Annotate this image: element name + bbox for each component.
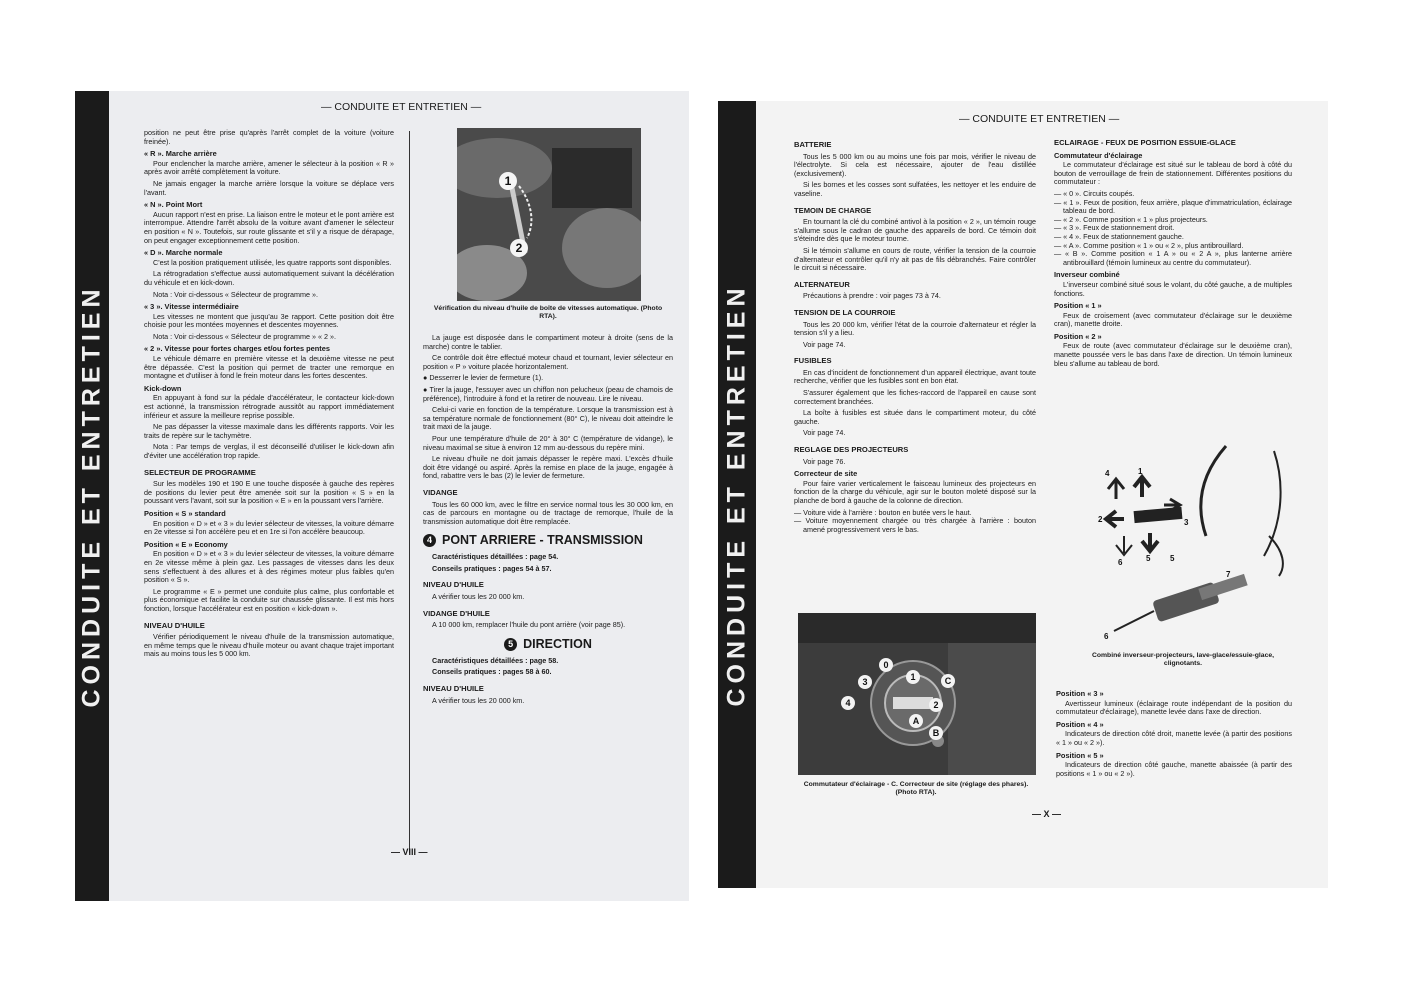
- section-heading: Commutateur d'éclairage: [1054, 150, 1143, 160]
- section-heading: Position « E » Economy: [144, 539, 228, 549]
- section-heading: VIDANGE: [423, 487, 458, 497]
- paragraph: Feux de route (avec commutateur d'éclairage sur le deuxième cran), manette poussée vers le bas dans l'axe de direction. Un témoin lumineux bleu s'allume au tableau de bord.: [1054, 341, 1292, 368]
- paragraph: Pour une température d'huile de 20° à 30° C (température de vidange), le niveau maximal se situe à environ 12 mm au-dessous du repère mini.: [423, 433, 673, 452]
- paragraph: position ne peut être prise qu'après l'arrêt complet de la voiture (voiture freinée).: [144, 128, 394, 146]
- paragraph: Aucun rapport n'est en prise. La liaison entre le moteur et le pont arrière est interrompue. Attendre l'arrêt absolu de la voiture avant d'amener le sélecteur en position « N ». Toutefois, sur route glissante et s'il y a risque de dérapage, on peut engager exceptionnement cette position.: [144, 209, 394, 245]
- chapter-number: 4: [423, 534, 436, 547]
- paragraph: Pour faire varier verticalement le faisceau lumineux des projecteurs en fonction de la charge du véhicule, agir sur le bouton moleté disposé sur la planche de bord à gauche de la colonne de direction.: [794, 478, 1036, 505]
- page-number: — X —: [1032, 809, 1062, 819]
- paragraph: Conseils pratiques : pages 58 à 60.: [432, 667, 552, 677]
- paragraph: Ce contrôle doit être effectué moteur chaud et tournant, levier sélecteur en position « P » voiture placée horizontalement.: [423, 353, 673, 371]
- paragraph: La rétrogradation s'effectue aussi automatiquement suivant la décélération du véhicule et en kick-down.: [144, 269, 394, 287]
- paragraph: L'inverseur combiné situé sous le volant, du côté gauche, a de multiples fonctions.: [1054, 279, 1292, 298]
- paragraph: Tous les 60 000 km, avec le filtre en service normal tous les 30 000 km, en cas de parcours en montagne ou de tractage de remorque, l'huile de la transmission automatique doit être remplacée.: [423, 499, 673, 526]
- section-heading: REGLAGE DES PROJECTEURS: [794, 445, 909, 455]
- right-page: [718, 101, 1328, 888]
- paragraph: En appuyant à fond sur la pédale d'accélérateur, le contacteur kick-down est actionné, la transmission rétrograde aussitôt au rapport immédiatement inférieur et assure la meilleure reprise possible.: [144, 393, 394, 420]
- paragraph: Voir page 74.: [803, 339, 846, 349]
- paragraph: Nota : Voir ci-dessous « Sélecteur de programme ».: [153, 289, 318, 299]
- callout-label: 4: [845, 698, 851, 708]
- section-heading: SELECTEUR DE PROGRAMME: [144, 467, 256, 477]
- paragraph: C'est la position pratiquement utilisée, les quatre rapports sont disponibles.: [153, 257, 392, 267]
- left-page: [75, 91, 689, 901]
- combination-switch-diagram: [1094, 441, 1294, 645]
- right-column-2: [1054, 139, 1292, 371]
- section-heading: NIVEAU D'HUILE: [423, 580, 484, 590]
- list-item: — Voiture vide à l'arrière : bouton en butée vers le haut.: [794, 507, 972, 517]
- paragraph: Avertisseur lumineux (éclairage route indépendant de la position du commutateur d'éclairage), manette levée dans l'axe de direction.: [1056, 698, 1292, 717]
- left-column-1: [144, 129, 394, 662]
- paragraph: En position « D » et « 3 » du levier sélecteur de vitesses, la voiture démarre en 2e vitesse si l'on accélère peu et en 1re si l'on accélère beaucoup.: [144, 518, 394, 537]
- paragraph: Indicateurs de direction côté droit, manette levée (à partir des positions « 1 » ou « 2 »).: [1056, 729, 1292, 747]
- paragraph: Caractéristiques détaillées : page 58.: [432, 655, 559, 665]
- paragraph: La jauge est disposée dans le compartiment moteur à droite (sens de la marche) contre le tablier.: [423, 333, 673, 351]
- paragraph: Si les bornes et les cosses sont sulfatées, les nettoyer et les enduire de vaseline.: [794, 180, 1036, 198]
- callout-label: 3: [862, 677, 868, 687]
- section-heading: « R ». Marche arrière: [144, 149, 217, 159]
- paragraph: En position « D » et « 3 » du levier sélecteur de vitesses, la voiture démarre en 2e vitesse même à plein gaz. Les passages de vitesses dans les deux sens s'effectuent à des allures et à des régimes moteur plus faibles qu'en position « S ».: [144, 549, 394, 585]
- paragraph: Voir page 76.: [803, 456, 846, 466]
- list-item: — « B ». Comme position « 1 A » ou « 2 A », plus lanterne arrière antibrouillard (témoin lumineux au centre du commutateur).: [1054, 249, 1292, 267]
- section-heading: Correcteur de site: [794, 469, 858, 479]
- paragraph: Caractéristiques détaillées : page 54.: [432, 552, 559, 562]
- section-heading: Position « 5 »: [1056, 750, 1104, 760]
- photo-caption: Commutateur d'éclairage - C. Correcteur de site (réglage des phares). (Photo RTA).: [803, 781, 1029, 796]
- paragraph: A 10 000 km, remplacer l'huile du pont arrière (voir page 85).: [432, 620, 626, 630]
- list: [1054, 190, 1292, 267]
- paragraph: Le véhicule démarre en première vitesse et la deuxième vitesse ne peut être dépassée. C'est la position qui permet de tracter une remorque en montagne et d'utiliser à fond le frein moteur dans les fortes descentes.: [144, 354, 394, 381]
- photo-caption: Vérification du niveau d'huile de boîte de vitesses automatique. (Photo RTA).: [433, 305, 663, 320]
- right-spine: [718, 101, 756, 888]
- chapter-title: PONT ARRIERE - TRANSMISSION: [442, 533, 643, 548]
- paragraph: Indicateurs de direction côté gauche, manette abaissée (à partir des positions « 1 » ou « 2 »).: [1056, 760, 1292, 778]
- paragraph: A vérifier tous les 20 000 km.: [432, 592, 525, 602]
- paragraph: Précautions à prendre : voir pages 73 à 74.: [803, 291, 941, 301]
- section-heading: « N ». Point Mort: [144, 200, 203, 210]
- paragraph: Le niveau d'huile ne doit jamais dépasser le repère maxi. L'excès d'huile doit être vidangé ou aspiré. Après la remise en place de la jauge, engagée à fond, rabattre vers le bas (2) le levier de fermeture.: [423, 454, 673, 481]
- section-heading: BATTERIE: [794, 140, 832, 149]
- figure-label: 5: [1170, 554, 1175, 563]
- paragraph: Nota : Voir ci-dessous « Sélecteur de programme » « 2 ».: [153, 331, 336, 341]
- light-switch-photo: [798, 613, 1036, 775]
- section-heading: NIVEAU D'HUILE: [144, 620, 205, 630]
- section-heading: Position « 3 »: [1056, 689, 1104, 698]
- paragraph: Si le témoin s'allume en cours de route, vérifier la tension de la courroie d'alternateur et contrôler qu'il n'y ait pas de fils débranchés. Faire contrôler le circuit si nécessaire.: [794, 245, 1036, 273]
- callout-label: A: [912, 716, 920, 726]
- list-item: — « 4 ». Feux de stationnement gauche.: [1054, 231, 1184, 241]
- paragraph: Le commutateur d'éclairage est situé sur le tableau de bord à côté du bouton de verrouillage de frein de stationnement. Différentes positions du commutateur :: [1054, 160, 1292, 187]
- paragraph: Nota : Par temps de verglas, il est déconseillé d'utiliser le kick-down afin d'éviter une accélération trop rapide.: [144, 442, 394, 460]
- paragraph: La boîte à fusibles est située dans le compartiment moteur, du côté gauche.: [794, 408, 1036, 426]
- section-heading: « D ». Marche normale: [144, 248, 223, 258]
- spine-title: CONDUITE ET ENTRETIEN: [722, 282, 751, 707]
- figure-label: 2: [1098, 515, 1103, 524]
- spine-title: CONDUITE ET ENTRETIEN: [77, 284, 106, 708]
- figure-label: 1: [1138, 467, 1143, 476]
- right-column-1: [794, 141, 1036, 537]
- chapter-number: 5: [504, 638, 517, 651]
- paragraph: S'assurer également que les fiches-raccord de l'appareil en cause sont correctement branchées.: [794, 388, 1036, 406]
- section-heading: Position « S » standard: [144, 508, 226, 518]
- callout-label: B: [932, 728, 940, 738]
- bullet-item: ● Tirer la jauge, l'essuyer avec un chiffon non pelucheux (peau de chamois de préférence), l'introduire à fond et la retirer de nouveau. Lire le niveau.: [423, 384, 673, 403]
- list-item: — « 3 ». Feux de stationnement droit.: [1054, 223, 1175, 233]
- paragraph: Pour enclencher la marche arrière, amener le sélecteur à la position « R » après avoir arrêté complètement la voiture.: [144, 158, 394, 177]
- callout-label: 2: [933, 700, 939, 710]
- callout-label: C: [944, 676, 952, 686]
- callout-label: 0: [883, 660, 889, 670]
- chapter-heading: [423, 638, 673, 651]
- chapter-heading: [423, 534, 673, 547]
- list-item: — « 1 ». Feux de position, feux arrière, plaque d'immatriculation, éclairage tableau de bord.: [1054, 197, 1292, 216]
- paragraph: A vérifier tous les 20 000 km.: [432, 695, 525, 705]
- list-item: — « 2 ». Comme position « 1 » plus projecteurs.: [1054, 214, 1208, 224]
- list: [794, 509, 1036, 535]
- column-divider: [409, 131, 410, 853]
- figure-label: 3: [1184, 518, 1189, 527]
- paragraph: Tous les 5 000 km ou au moins une fois par mois, vérifier le niveau de l'électrolyte. Si cela est nécessaire, ajouter de l'eau distillée (exclusivement).: [794, 151, 1036, 178]
- callout-label: 1: [504, 174, 512, 188]
- chapter-title: DIRECTION: [523, 636, 592, 651]
- callout-label: 1: [910, 672, 916, 682]
- paragraph: Le programme « E » permet une conduite plus calme, plus confortable et plus économique et facilite la conduite sur chaussée glissante. Il est mis hors fonction, lorsque l'accélérateur est en position « kick-down ».: [144, 586, 394, 613]
- section-heading: Position « 4 »: [1056, 719, 1104, 729]
- figure-label: 7: [1226, 570, 1231, 579]
- paragraph: Vérifier périodiquement le niveau d'huile de la transmission automatique, en même temps que le niveau d'huile moteur ou avant chaque trajet important mais au moins tous les 5 000 km.: [144, 632, 394, 659]
- figure-label: 5: [1146, 554, 1151, 563]
- left-column-2: [423, 334, 673, 708]
- paragraph: Feux de croisement (avec commutateur d'éclairage sur le deuxième cran), manette droite.: [1054, 310, 1292, 329]
- section-heading: ECLAIRAGE - FEUX DE POSITION ESSUIE-GLACE: [1054, 138, 1236, 147]
- section-heading: TEMOIN DE CHARGE: [794, 205, 872, 215]
- paragraph: En tournant la clé du combiné antivol à la position « 2 », un témoin rouge s'allume sous le cadran de gauche des appareils de bord. Ce témoin doit s'éteindre dès que le moteur tourne.: [794, 217, 1036, 244]
- dipstick-photo: [457, 128, 641, 301]
- paragraph: Les vitesses ne montent que jusqu'au 3e rapport. Cette position doit être choisie pour les montées moyennes et descentes moyennes.: [144, 311, 394, 330]
- list-item: — « A ». Comme position « 1 » ou « 2 », plus antibrouillard.: [1054, 240, 1244, 250]
- section-heading: FUSIBLES: [794, 356, 832, 366]
- paragraph: En cas d'incident de fonctionnement d'un appareil électrique, avant toute recherche, vérifier que les fusibles sont en bon état.: [794, 367, 1036, 386]
- figure-caption: Combiné inverseur-projecteurs, lave-glace/essuie-glace, clignotants.: [1091, 652, 1275, 667]
- section-heading: NIVEAU D'HUILE: [423, 684, 484, 694]
- bullet-item: ● Desserrer le levier de fermeture (1).: [423, 373, 544, 383]
- paragraph: Ne pas dépasser la vitesse maximale dans les différents rapports. Voir les traits de repère sur le tachymètre.: [144, 422, 394, 440]
- list-item: — Voiture moyennement chargée ou très chargée à l'arrière : bouton amené progressivement vers le bas.: [794, 516, 1036, 534]
- section-heading: VIDANGE D'HUILE: [423, 608, 490, 618]
- paragraph: Celui-ci varie en fonction de la température. Lorsque la transmission est à sa température normale de fonctionnement (80° C), le niveau doit atteindre le trait maxi de la jauge.: [423, 405, 673, 432]
- running-head: — CONDUITE ET ENTRETIEN —: [959, 113, 1120, 125]
- list-item: — « 0 ». Circuits coupés.: [1054, 188, 1135, 198]
- section-heading: TENSION DE LA COURROIE: [794, 307, 896, 317]
- section-heading: Position « 1 »: [1054, 301, 1102, 311]
- figure-label: 4: [1105, 469, 1110, 478]
- left-spine: [75, 91, 109, 901]
- section-heading: « 2 ». Vitesse pour fortes charges et/ou fortes pentes: [144, 344, 330, 354]
- section-heading: Position « 2 »: [1054, 331, 1102, 341]
- paragraph: Tous les 20 000 km, vérifier l'état de la courroie d'alternateur et régler la tension s'il y a lieu.: [794, 319, 1036, 338]
- page-number: — VIII —: [391, 847, 428, 857]
- figure-label: 6: [1104, 632, 1109, 641]
- paragraph: Conseils pratiques : pages 54 à 57.: [432, 563, 552, 573]
- paragraph: Sur les modèles 190 et 190 E une touche disposée à gauche des repères de positions du levier peut être amenée soit sur la position « S » en la poussant vers l'avant, soit sur la position « E » en la poussant vers l'arrière.: [144, 479, 394, 506]
- callout-label: 2: [515, 241, 523, 255]
- paragraph: Voir page 74.: [803, 428, 846, 438]
- section-heading: Kick-down: [144, 383, 182, 393]
- section-heading: Inverseur combiné: [1054, 270, 1120, 280]
- section-heading: « 3 ». Vitesse intermédiaire: [144, 302, 239, 312]
- section-heading: ALTERNATEUR: [794, 279, 850, 289]
- running-head: — CONDUITE ET ENTRETIEN —: [321, 101, 482, 113]
- right-column-2-lower: [1056, 686, 1292, 781]
- figure-label: 6: [1118, 558, 1123, 567]
- paragraph: Ne jamais engager la marche arrière lorsque la voiture se déplace vers l'avant.: [144, 178, 394, 197]
